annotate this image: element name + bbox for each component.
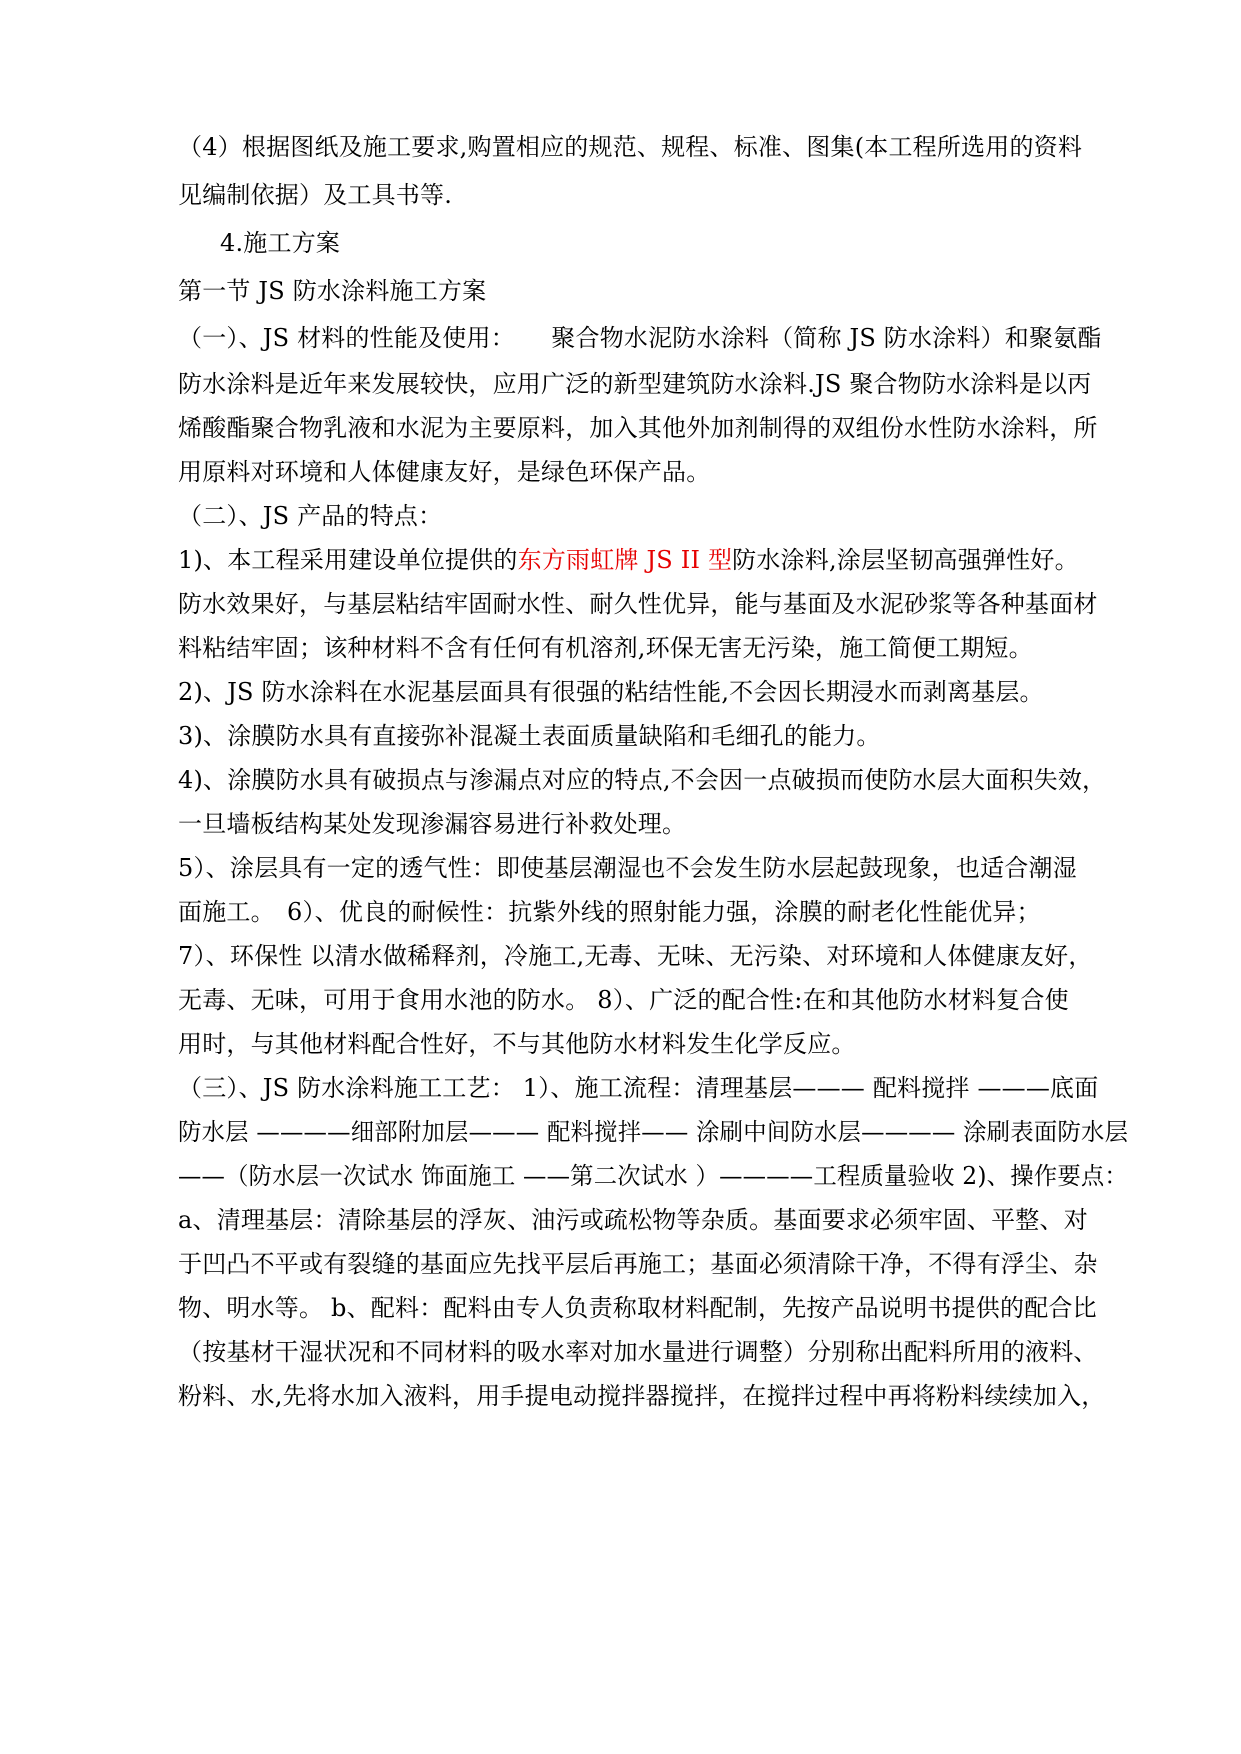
text-line: a、清理基层：清除基层的浮灰、油污或疏松物等杂质。基面要求必须牢固、平整、对 bbox=[178, 1206, 1088, 1234]
text-line: 料粘结牢固；该种材料不含有任何有机溶剂,环保无害无污染，施工简便工期短。 bbox=[178, 634, 1033, 662]
text-line: （4）根据图纸及施工要求,购置相应的规范、规程、标准、图集(本工程所选用的资料 bbox=[178, 133, 1083, 161]
text-line: （三）、JS 防水涂料施工工艺： 1）、施工流程：清理基层——— 配料搅拌 ———底面 bbox=[178, 1074, 1099, 1102]
text-line: 物、明水等。 b、配料：配料由专人负责称取材料配制，先按产品说明书提供的配合比 bbox=[178, 1294, 1097, 1322]
text-line: 用时，与其他材料配合性好，不与其他防水材料发生化学反应。 bbox=[178, 1030, 856, 1058]
text-line: ——（防水层一次试水 饰面施工 ——第二次试水 ）————工程质量验收 2)、操作要点： bbox=[178, 1162, 1128, 1190]
text-line: （一）、JS 材料的性能及使用： 聚合物水泥防水涂料（简称 JS 防水涂料）和聚氨酯 bbox=[178, 324, 1102, 352]
text-line: 见编制依据）及工具书等. bbox=[178, 181, 453, 209]
text-line: 一旦墙板结构某处发现渗漏容易进行补救处理。 bbox=[178, 810, 687, 838]
text-segment: 防水涂料,涂层坚韧高强弹性好。 bbox=[732, 546, 1079, 574]
text-line: 防水涂料是近年来发展较快，应用广泛的新型建筑防水涂料.JS 聚合物防水涂料是以丙 bbox=[178, 370, 1092, 398]
subsection-heading: （二）、JS 产品的特点： bbox=[178, 502, 443, 530]
text-line: 面施工。 6）、优良的耐候性：抗紫外线的照射能力强，涂膜的耐老化性能优异； bbox=[178, 898, 1041, 926]
text-line: 无毒、无味，可用于食用水池的防水。 8）、广泛的配合性:在和其他防水材料复合使 bbox=[178, 986, 1069, 1014]
text-line bbox=[178, 544, 1128, 576]
text-line: 7）、环保性 以清水做稀释剂，冷施工,无毒、无味、无污染、对环境和人体健康友好， bbox=[178, 942, 1093, 970]
text-line: 用原料对环境和人体健康友好，是绿色环保产品。 bbox=[178, 458, 711, 486]
text-line: 5）、涂层具有一定的透气性：即使基层潮湿也不会发生防水层起鼓现象，也适合潮湿 bbox=[178, 854, 1077, 882]
text-line: 防水层 ————细部附加层——— 配料搅拌—— 涂刷中间防水层———— 涂刷表面防水层 bbox=[178, 1118, 1129, 1146]
text-line: 防水效果好，与基层粘结牢固耐水性、耐久性优异，能与基面及水泥砂浆等各种基面材 bbox=[178, 590, 1098, 618]
text-line: 2)、JS 防水涂料在水泥基层面具有很强的粘结性能,不会因长期浸水而剥离基层。 bbox=[178, 678, 1044, 706]
text-line: 粉料、水,先将水加入液料，用手提电动搅拌器搅拌，在搅拌过程中再将粉料续续加入， bbox=[178, 1382, 1106, 1410]
text-line: （按基材干湿状况和不同材料的吸水率对加水量进行调整）分别称出配料所用的液料、 bbox=[178, 1338, 1098, 1366]
text-line: 于凹凸不平或有裂缝的基面应先找平层后再施工；基面必须清除干净，不得有浮尘、杂 bbox=[178, 1250, 1098, 1278]
text-segment: 1)、本工程采用建设单位提供的 bbox=[178, 546, 518, 574]
text-line: 烯酸酯聚合物乳液和水泥为主要原料，加入其他外加剂制得的双组份水性防水涂料，所 bbox=[178, 414, 1098, 442]
text-line: 3)、涂膜防水具有直接弥补混凝土表面质量缺陷和毛细孔的能力。 bbox=[178, 722, 881, 750]
text-line: 4)、涂膜防水具有破损点与渗漏点对应的特点,不会因一点破损而使防水层大面积失效， bbox=[178, 766, 1107, 794]
brand-highlight: 东方雨虹牌 JS II 型 bbox=[517, 546, 733, 574]
section-title: 第一节 JS 防水涂料施工方案 bbox=[178, 277, 487, 305]
section-heading: 4.施工方案 bbox=[220, 229, 341, 257]
